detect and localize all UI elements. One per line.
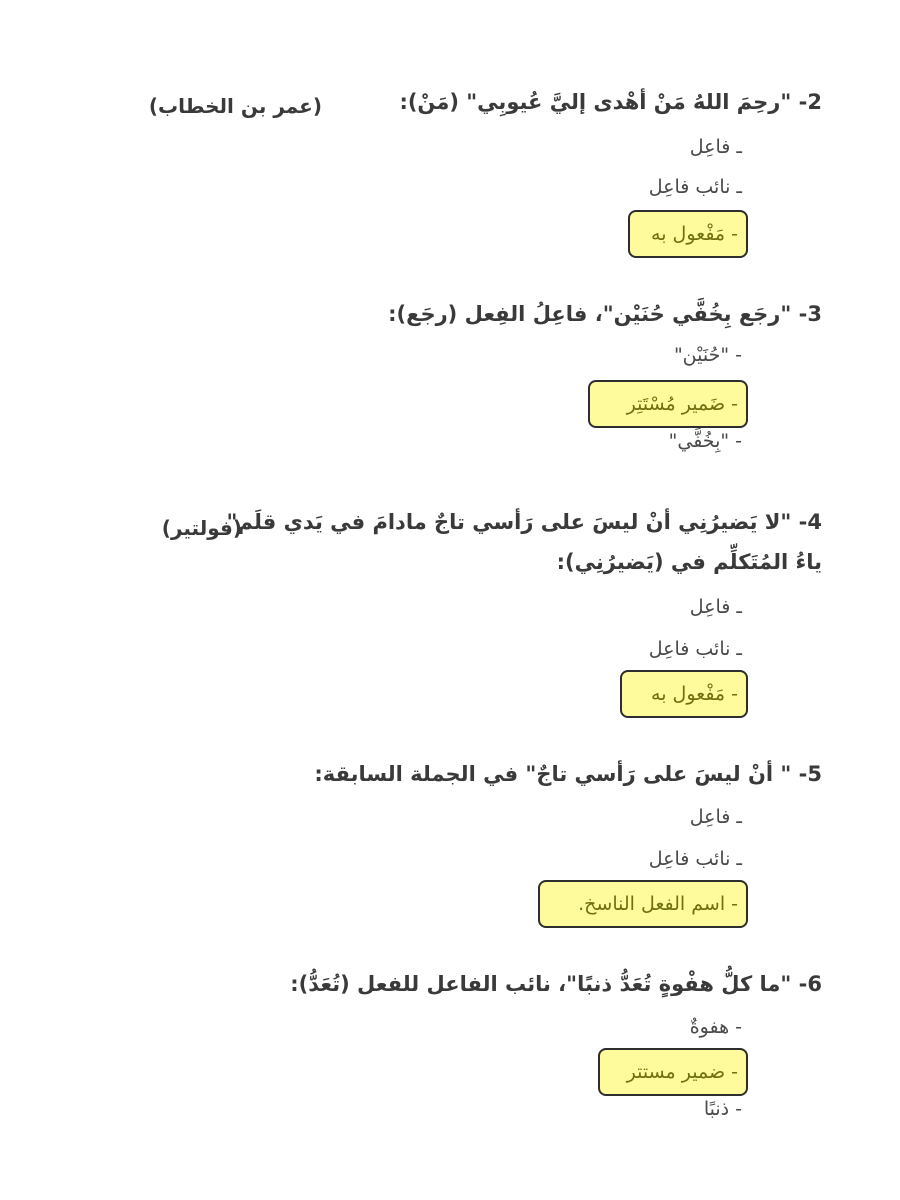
- question-6-option-1[interactable]: - هفوةٌ: [689, 1016, 742, 1038]
- question-5-answer[interactable]: - اسم الفعل الناسخ.: [538, 880, 748, 928]
- question-3-option-1[interactable]: - "حُنَيْن": [673, 344, 742, 366]
- question-5-option-1[interactable]: ـ فاعِل: [689, 806, 742, 828]
- question-4-option-1[interactable]: ـ فاعِل: [689, 596, 742, 618]
- question-2-option-1[interactable]: ـ فاعِل: [689, 136, 742, 158]
- question-4-stem-line2: ياءُ المُتَكلِّم في (يَضيرُنِي):: [556, 550, 822, 574]
- question-4-answer[interactable]: - مَفْعول به: [620, 670, 748, 718]
- question-6-answer[interactable]: - ضمير مستتر: [598, 1048, 748, 1096]
- question-3-option-3[interactable]: - "بِخُفَّي": [668, 430, 742, 452]
- question-5-stem: 5- " أنْ ليسَ على رَأسي تاجٌ" في الجملة السابقة:: [314, 762, 822, 786]
- question-2-attribution: (عمر بن الخطاب): [148, 94, 322, 118]
- question-5-option-2[interactable]: ـ نائب فاعِل: [648, 848, 742, 870]
- question-3-answer[interactable]: - ضَمير مُسْتَتِر: [588, 380, 748, 428]
- question-6-stem: 6- "ما كلُّ هفْوةٍ تُعَدُّ ذنبًا"، نائب الفاعل للفعل (تُعَدُّ):: [290, 972, 822, 996]
- question-6-option-3[interactable]: - ذنبًا: [703, 1098, 742, 1120]
- question-2-stem: 2- "رحِمَ اللهُ مَنْ أهْدى إليَّ عُيوبِي" (مَنْ):: [399, 90, 822, 114]
- question-2-answer[interactable]: - مَفْعول به: [628, 210, 748, 258]
- question-4-option-2[interactable]: ـ نائب فاعِل: [648, 638, 742, 660]
- question-3-stem: 3- "رجَع بِخُفَّي حُنَيْن"، فاعِلُ الفِعل (رجَع):: [388, 302, 822, 326]
- question-4-attribution: (فولتير): [161, 516, 242, 540]
- question-4-stem: 4- "لا يَضيرُنِي أنْ ليسَ على رَأسي تاجٌ مادامَ في يَدي قلَم": [226, 510, 822, 534]
- question-2-option-2[interactable]: ـ نائب فاعِل: [648, 176, 742, 198]
